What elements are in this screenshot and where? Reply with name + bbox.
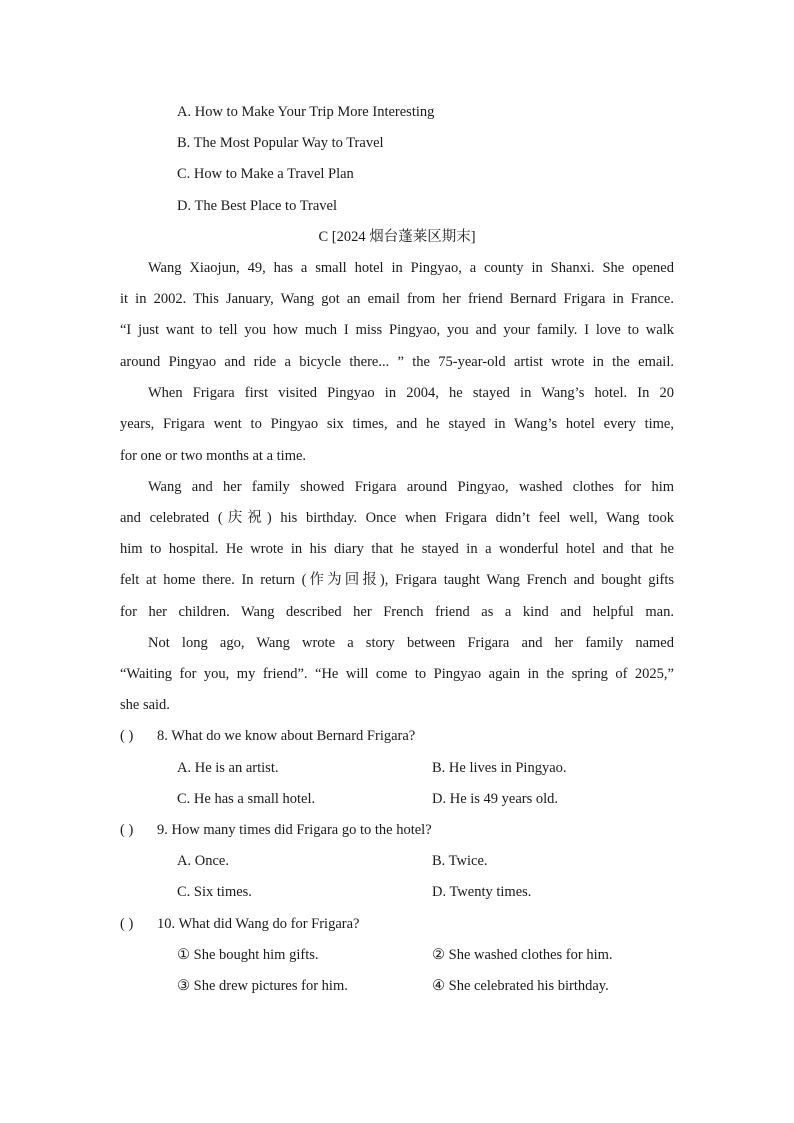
passage-line: it in 2002. This January, Wang got an email from her friend Bernard Frigara in France. [120,291,674,307]
question-option: ① She bought him gifts. [177,947,319,963]
prev-option-d: D. The Best Place to Travel [177,198,338,214]
passage-line: “I just want to tell you how much I miss Pingyao, you and your family. I love to walk [120,322,674,338]
section-heading: C [2024 烟台蓬莱区期末] [318,229,476,245]
passage-line: for her children. Wang described her French friend as a kind and helpful man. [120,604,674,620]
question-option: C. Six times. [177,884,252,900]
question-option: ④ She celebrated his birthday. [432,978,609,994]
passage-line: Not long ago, Wang wrote a story between Frigara and her family named [148,635,674,651]
passage-line: him to hospital. He wrote in his diary that he stayed in a wonderful hotel and that he [120,541,674,557]
passage-line: for one or two months at a time. [120,448,307,464]
question-option: A. Once. [177,853,229,869]
passage-line: years, Frigara went to Pingyao six times, and he stayed in Wang’s hotel every time, [120,416,674,432]
passage-line: and celebrated (庆祝) his birthday. Once when Frigara didn’t feel well, Wang took [120,510,674,526]
prev-option-a: A. How to Make Your Trip More Interesting [177,104,435,120]
question-option: B. Twice. [432,853,488,869]
passage-line: around Pingyao and ride a bicycle there... ” the 75-year-old artist wrote in the email. [120,354,674,370]
answer-blank[interactable]: ( ) [120,916,134,932]
passage-line: When Frigara first visited Pingyao in 2004, he stayed in Wang’s hotel. In 20 [148,385,674,401]
question-text: 9. How many times did Frigara go to the hotel? [157,822,432,838]
question-option: D. He is 49 years old. [432,791,559,807]
passage-line: she said. [120,697,170,713]
answer-blank[interactable]: ( ) [120,728,134,744]
question-option: A. He is an artist. [177,760,279,776]
question-option: C. He has a small hotel. [177,791,316,807]
answer-blank[interactable]: ( ) [120,822,134,838]
question-text: 10. What did Wang do for Frigara? [157,916,360,932]
question-option: ② She washed clothes for him. [432,947,613,963]
question-option: D. Twenty times. [432,884,532,900]
prev-option-c: C. How to Make a Travel Plan [177,166,354,182]
passage-line: Wang Xiaojun, 49, has a small hotel in Pingyao, a county in Shanxi. She opened [148,260,674,276]
question-option: ③ She drew pictures for him. [177,978,348,994]
prev-option-b: B. The Most Popular Way to Travel [177,135,384,151]
passage-line: felt at home there. In return (作为回报), Frigara taught Wang French and bought gifts [120,572,674,588]
question-option: B. He lives in Pingyao. [432,760,567,776]
passage-line: “Waiting for you, my friend”. “He will come to Pingyao again in the spring of 2025,” [120,666,674,682]
passage-line: Wang and her family showed Frigara around Pingyao, washed clothes for him [148,479,674,495]
question-text: 8. What do we know about Bernard Frigara? [157,728,416,744]
